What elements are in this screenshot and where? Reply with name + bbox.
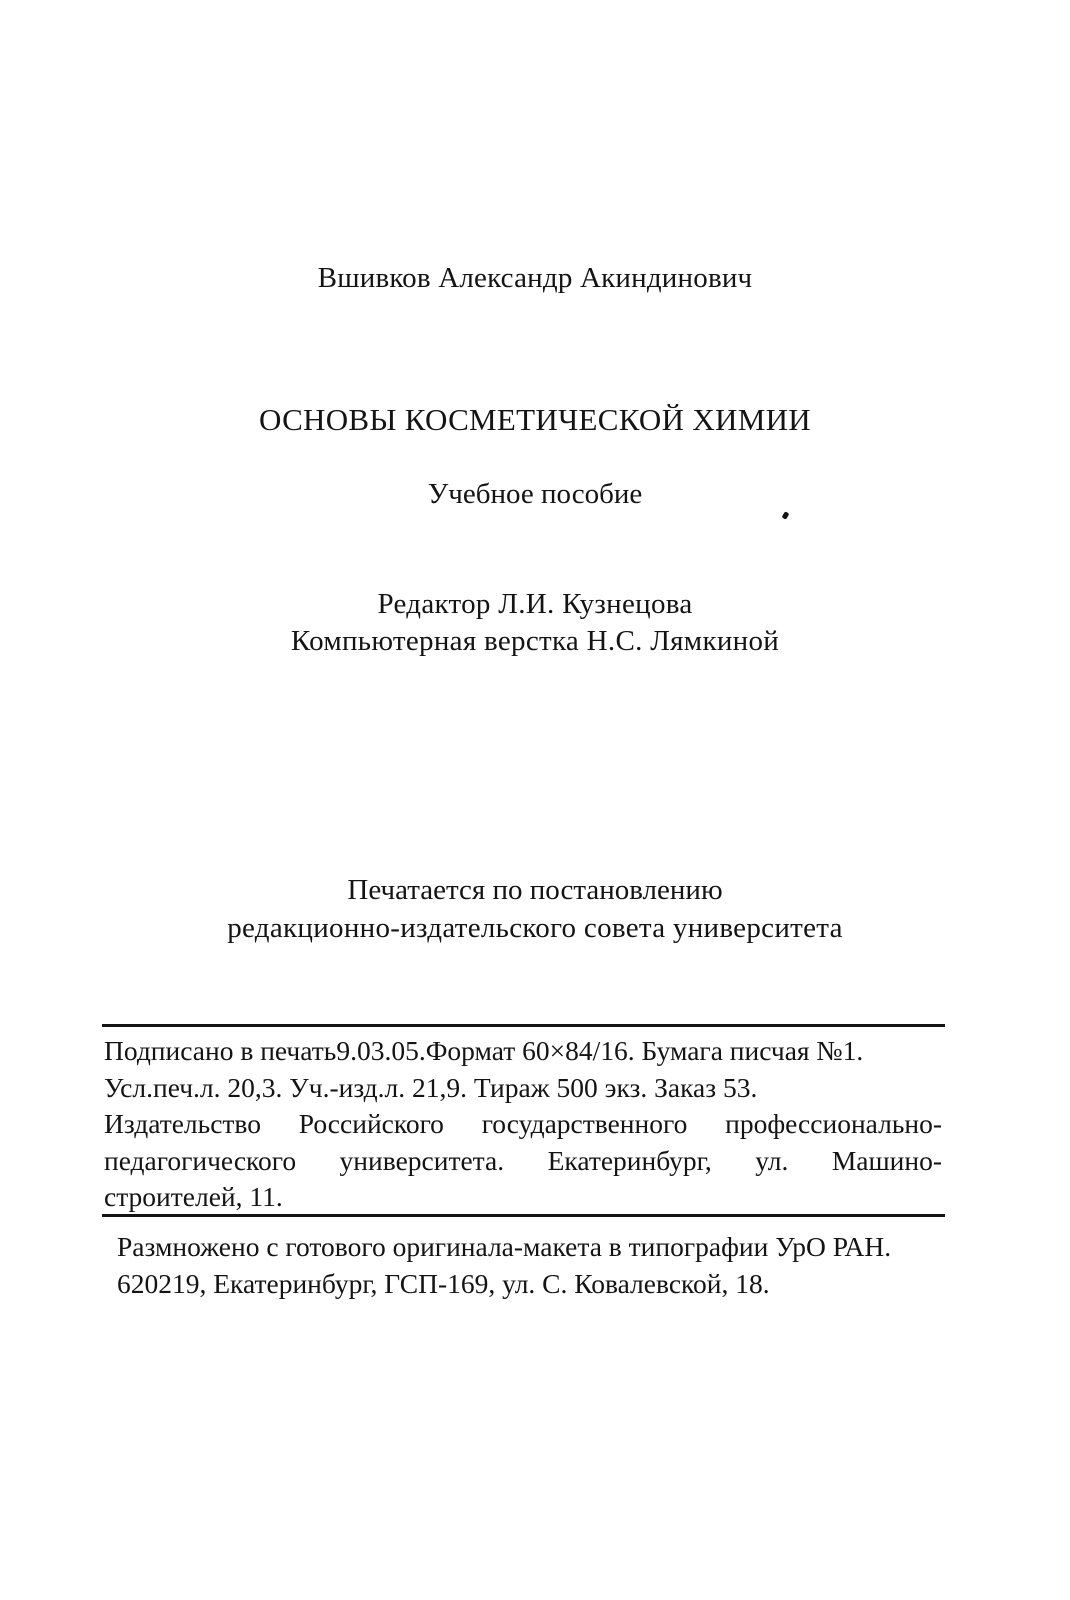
decree-line-1: Печатается по постановлению [347,874,723,906]
printer-block [117,1229,957,1302]
imprint-block [104,1033,942,1216]
imprint-line-2: Усл.печ.л. 20,3. Уч.-изд.л. 21,9. Тираж 500 экз. Заказ 53. [104,1071,758,1103]
imprint-line-5: строителей, 11. [104,1181,283,1212]
printer-line-1: Размножено с готового оригинала-макета в типографии УрО РАН. [117,1231,892,1262]
decree-line-2: редакционно-издательского совета университета [227,912,843,944]
imprint-line-3: Издательство Российского государственного профессионально- [104,1108,942,1139]
imprint-bottom-rule [102,1214,945,1217]
layout-credit: Компьютерная верстка Н.С. Лямкиной [290,625,780,657]
author-name: Вшивков Александр Акиндинович [317,262,753,294]
imprint-line-4: педагогического университета. Екатеринбург, ул. Машино- [104,1144,942,1176]
print-speck [782,511,790,520]
book-subtitle: Учебное пособие [427,478,643,510]
editor-credit: Редактор Л.И. Кузнецова [377,588,693,620]
printer-line-2: 620219, Екатеринбург, ГСП-169, ул. С. Ковалевской, 18. [117,1267,770,1299]
imprint-line-1: Подписано в печать9.03.05.Формат 60×84/16. Бумага писчая №1. [104,1035,864,1066]
imprint-top-rule [102,1024,945,1027]
book-title: ОСНОВЫ КОСМЕТИЧЕСКОЙ ХИМИИ [259,402,811,437]
